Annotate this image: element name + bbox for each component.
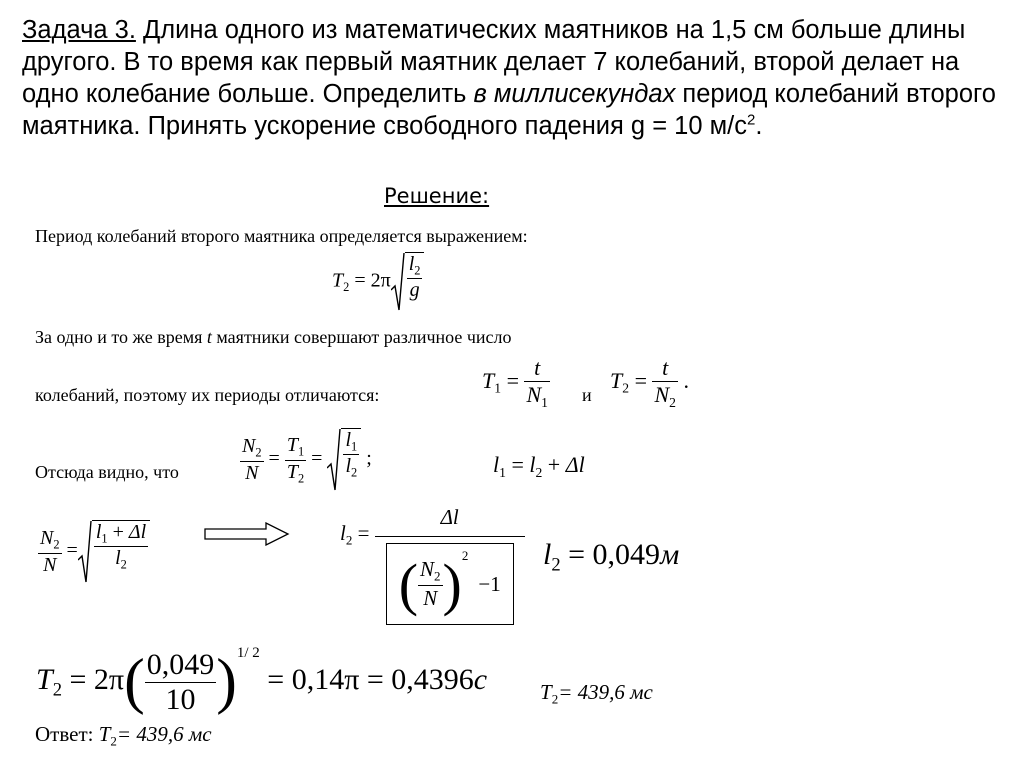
symbol-T: T: [332, 269, 344, 292]
solution-line-4: Отсюда видно, что: [35, 462, 179, 482]
sub: 2: [297, 470, 305, 485]
sqrt: [391, 252, 425, 312]
sub: 2: [53, 537, 60, 552]
minus-one: −1: [478, 571, 501, 596]
delta-l: Δl: [440, 505, 459, 529]
eq: =: [357, 521, 370, 545]
sub: 2: [110, 733, 117, 749]
T: T: [286, 434, 298, 457]
line2-a: За одно и то же время: [35, 327, 207, 347]
result-right-value: = 439,6 мс: [558, 680, 653, 704]
sub: 1: [297, 444, 305, 459]
l: l: [493, 452, 500, 477]
l: l: [543, 538, 552, 571]
formula-period: [332, 252, 424, 312]
result-chain: = 0,14π = 0,4396: [267, 663, 474, 696]
sub: 2: [669, 394, 676, 410]
solution-line-1: Период колебаний второго маятника определяется выражением:: [35, 226, 528, 246]
formula-final: $T_2 = 2\pi$( $\frac{0,049}{10}$ )$^{1/ 2}$ = 0,14π = 0,4396с: [36, 645, 488, 716]
sub: 2: [535, 464, 543, 480]
T: T: [36, 663, 53, 696]
two-pi: 2π: [370, 269, 391, 292]
delta-l: Δl: [128, 521, 147, 543]
t: t: [662, 355, 669, 380]
eq: =: [268, 447, 280, 470]
l: l: [345, 429, 351, 451]
and-word: и: [582, 385, 592, 405]
sub: 1: [494, 380, 502, 396]
task-sup: 2: [746, 111, 756, 129]
sub: 2: [551, 554, 561, 576]
task-end: .: [755, 112, 763, 140]
plus: +: [547, 452, 561, 477]
sub: 2: [255, 445, 262, 460]
implies-arrow-icon: [204, 522, 290, 546]
l2-result: [543, 538, 679, 577]
dot: .: [683, 367, 689, 393]
formula-T1: [482, 355, 550, 411]
sub: 2: [551, 691, 559, 707]
N: N: [526, 382, 542, 407]
answer-label: Ответ:: [35, 722, 94, 746]
N: N: [420, 557, 435, 582]
sub: 1: [499, 464, 506, 480]
result-unit: с: [473, 663, 488, 696]
formula-l2: $l_2$ = Δl ( $\frac{N_2}{N}$ ) 2 −1: [340, 505, 525, 625]
formula-T2: [610, 355, 689, 411]
l: l: [408, 253, 415, 275]
l: l: [529, 452, 536, 477]
sub: 2: [120, 557, 127, 572]
task-title: Задача 3.: [22, 16, 136, 44]
l: l: [115, 547, 121, 570]
sub: 1: [541, 394, 548, 410]
N: N: [245, 461, 259, 484]
l: l: [95, 521, 102, 543]
N: N: [43, 553, 57, 576]
den: 10: [165, 682, 196, 716]
T: T: [286, 460, 298, 483]
l: l: [345, 455, 351, 478]
T: T: [610, 367, 623, 393]
N: N: [40, 527, 54, 550]
eq: =: [511, 452, 524, 477]
l2-value: = 0,049: [568, 538, 661, 571]
l: l: [340, 521, 346, 545]
eq: =: [634, 367, 647, 393]
N: N: [654, 382, 670, 407]
answer: [35, 722, 212, 750]
N: N: [242, 435, 256, 458]
sub: 1: [101, 531, 108, 546]
eq: =: [311, 447, 323, 470]
line2-t: t: [206, 327, 212, 347]
formula-ratio: [240, 428, 372, 492]
answer-value: = 439,6 мс: [116, 722, 212, 746]
eq: =: [506, 367, 519, 393]
sub: 2: [622, 380, 630, 396]
eq: =: [69, 663, 87, 696]
two-pi: 2π: [93, 663, 125, 696]
solution-line-2: [35, 327, 512, 348]
sub: 2: [52, 679, 62, 701]
N: N: [423, 585, 438, 610]
num: 0,049: [146, 647, 215, 681]
solution-line-3: колебаний, поэтому их периоды отличаются:: [35, 385, 380, 405]
t: t: [534, 355, 541, 380]
sub: 2: [351, 465, 358, 480]
T: T: [482, 367, 495, 393]
l2-unit: м: [660, 538, 680, 571]
task-text-italic: в миллисекундах: [473, 80, 676, 108]
solution-heading: Решение:: [384, 184, 490, 208]
semicolon: ;: [366, 447, 372, 470]
T: T: [98, 722, 111, 746]
task-text-2: период колебаний второго маятника. Принять ускорение свободного падения g = 10 м/с: [22, 80, 996, 140]
result-right: [540, 680, 653, 708]
task-statement: [22, 14, 1012, 142]
sub: 2: [343, 279, 350, 294]
exp-half: 1/ 2: [236, 645, 260, 661]
sub: 2: [434, 568, 441, 584]
exp: 2: [461, 548, 469, 563]
task-text-1: Длина одного из математических маятников на 1,5 см больше длины другого. В то время как первый маятник делает 7 колебаний, второй делает на одно колебание больше. Определить: [22, 16, 966, 108]
eq: =: [354, 269, 366, 292]
eq: =: [66, 539, 78, 562]
T: T: [540, 680, 552, 704]
plus: +: [112, 521, 124, 543]
formula-ratio-2: [38, 520, 150, 584]
sub: 2: [345, 532, 353, 548]
sub: 2: [414, 263, 421, 278]
g: g: [409, 279, 420, 302]
formula-l1: [493, 452, 585, 481]
sub: 1: [351, 439, 358, 454]
line2-b: маятники совершают различное число: [211, 327, 512, 347]
delta-l: Δl: [565, 452, 585, 477]
